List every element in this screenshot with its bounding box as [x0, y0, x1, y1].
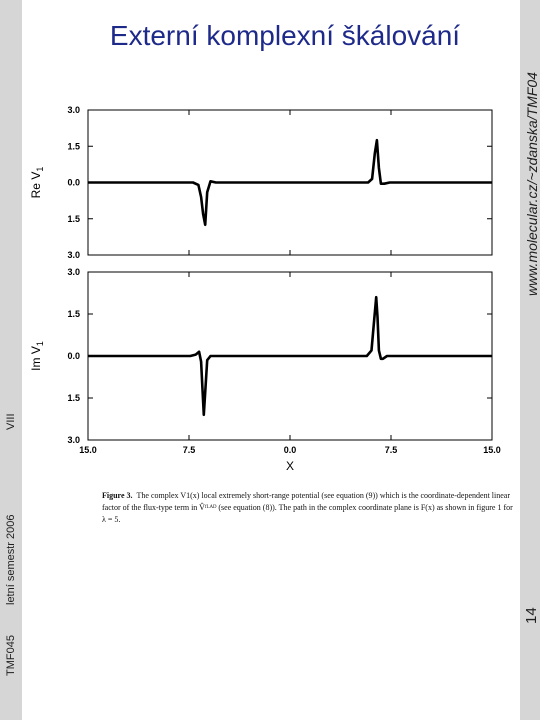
- real-part-plot-ytick-label: 0.0: [67, 177, 80, 188]
- imag-part-plot-ytick-label: 0.0: [67, 351, 80, 361]
- imag-part-plot-xtick-label: 15.0: [483, 445, 501, 455]
- imag-part-plot-xtick-label: 0.0: [283, 445, 297, 455]
- lecture-number: VIII: [5, 413, 17, 430]
- imag-part-plot-ytick-label: 1.5: [67, 309, 80, 319]
- real-part-plot-ytick-label: 3.0: [67, 250, 80, 260]
- imag-part-plot-xtick-label: 15.0: [79, 445, 97, 455]
- imag-part-plot-xtick-label: 7.5: [384, 445, 398, 455]
- site-url: www.molecular.cz/~zdanska/TMF04: [524, 72, 540, 296]
- page-number: 14: [523, 607, 540, 624]
- real-part-plot-ytick-label: 1.5: [67, 213, 80, 224]
- imag-part-plot-series-line: [88, 297, 492, 415]
- real-part-plot-ytick-label: 1.5: [67, 141, 80, 152]
- imag-part-plot-ylabel: Im $V_1$: [29, 341, 45, 371]
- imag-part-plot-ytick-label: 1.5: [67, 393, 80, 403]
- imag-part-plot-xlabel: X: [285, 459, 295, 473]
- course-code: TMF045: [5, 635, 17, 676]
- caption-text: The complex V1(x) local extremely short-range potential (see equation (9)) which is the coordinate-dependent linear factor of the flux-type term in V̂ᶠᴸᴬᴰ (see equation (8)). The path in the complex coordinate plane is F(x) as shown in figure 1 for λ = 5.: [102, 491, 513, 524]
- semester-label: letní semestr 2006: [5, 514, 17, 605]
- slide-title: Externí komplexní škálování: [109, 20, 461, 51]
- imag-part-plot-ytick-label: 3.0: [67, 267, 80, 277]
- figure-caption: [102, 490, 517, 526]
- real-part-plot-series-line: [88, 140, 492, 225]
- imag-part-plot-ytick-label: 3.0: [67, 435, 80, 445]
- imag-part-plot-xtick-label: 7.5: [182, 445, 196, 455]
- caption-label: Figure 3.: [102, 491, 133, 500]
- real-part-plot-ylabel: Re $V_1$: [29, 166, 45, 199]
- real-part-plot-ytick-label: 3.0: [67, 105, 80, 115]
